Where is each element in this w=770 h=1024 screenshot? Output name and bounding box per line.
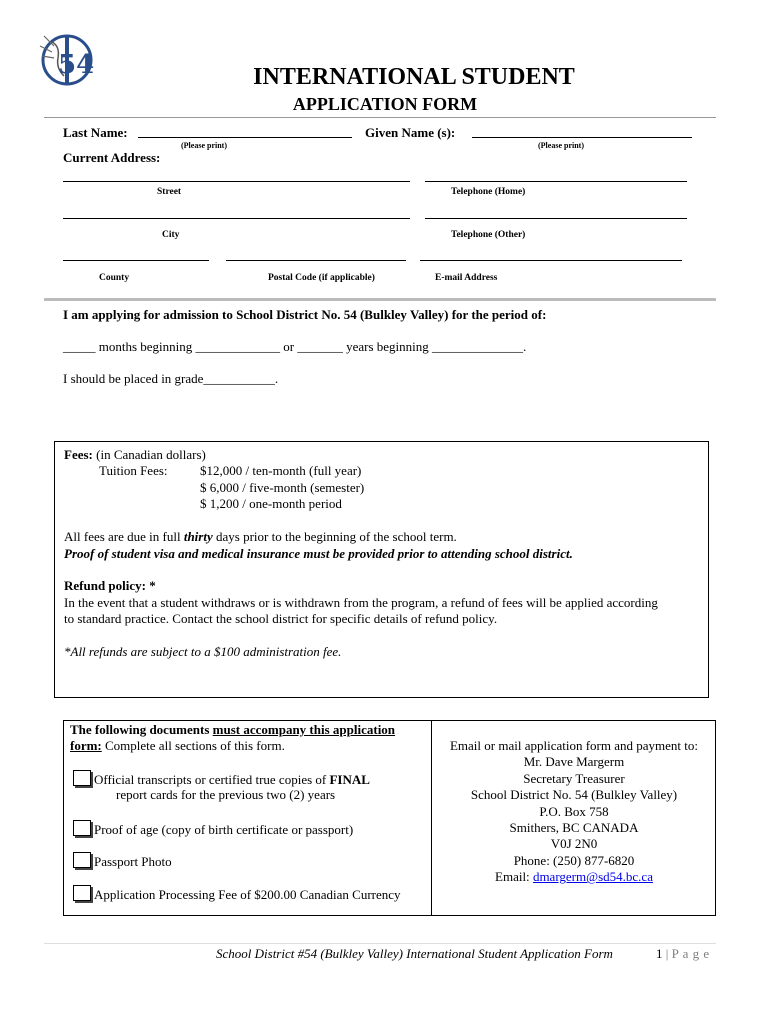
last-name-label: Last Name: xyxy=(63,125,128,140)
last-name-field[interactable] xyxy=(138,137,352,138)
checklist-item-transcripts-cont: report cards for the previous two (2) years xyxy=(116,787,336,802)
page-number: 1 | P a g e xyxy=(656,946,710,961)
checkbox-icon[interactable] xyxy=(73,820,91,836)
contact-line: Smithers, BC CANADA xyxy=(509,820,639,836)
current-address-label: Current Address: xyxy=(63,150,161,165)
period-heading: I am applying for admission to School District No. 54 (Bulkley Valley) for the period of: xyxy=(63,307,547,322)
contact-email-line: Email: dmargerm@sd54.bc.ca xyxy=(495,869,653,885)
email-caption: E-mail Address xyxy=(435,273,498,283)
refund-policy-text: In the event that a student withdraws or is withdrawn from the program, a refund of fees will be applied according xyxy=(64,595,658,610)
contact-email-link[interactable]: dmargerm@sd54.bc.ca xyxy=(532,869,653,885)
tuition-label: Tuition Fees: xyxy=(99,463,168,478)
refund-policy-label: Refund policy: * xyxy=(64,578,156,593)
admin-fee-note: *All refunds are subject to a $100 administration fee. xyxy=(64,644,342,659)
county-field[interactable] xyxy=(63,260,209,261)
tuition-item: $ 1,200 / one-month period xyxy=(200,496,342,511)
given-name-label: Given Name (s): xyxy=(365,125,456,140)
county-caption: County xyxy=(99,273,130,283)
footer-text: School District #54 (Bulkley Valley) International Student Application Form xyxy=(216,946,613,961)
postal-code-caption: Postal Code (if applicable) xyxy=(268,273,375,283)
tuition-item: $ 6,000 / five-month (semester) xyxy=(200,480,365,495)
contact-line: Secretary Treasurer xyxy=(523,770,625,786)
city-caption: City xyxy=(162,230,180,240)
svg-text:54: 54 xyxy=(58,50,95,80)
postal-code-field[interactable] xyxy=(226,260,406,261)
email-field[interactable] xyxy=(420,260,682,261)
period-months-line[interactable]: _____ months beginning _____________ or _______ years beginning ______________. xyxy=(63,339,527,354)
documents-intro: form: Complete all sections of this form. xyxy=(70,738,285,753)
divider xyxy=(44,117,716,118)
telephone-home-caption: Telephone (Home) xyxy=(451,187,526,197)
proof-note: Proof of student visa and medical insurance must be provided prior to attending school district. xyxy=(64,546,573,561)
contact-line: V0J 2N0 xyxy=(550,836,598,852)
please-print-hint: (Please print) xyxy=(538,141,584,150)
checklist-item-proof-of-age[interactable]: Proof of age (copy of birth certificate or passport) xyxy=(73,820,353,839)
contact-line: P.O. Box 758 xyxy=(539,803,609,819)
city-field[interactable] xyxy=(63,218,410,219)
street-caption: Street xyxy=(157,187,182,197)
checkbox-icon[interactable] xyxy=(73,770,91,786)
page-subtitle: APPLICATION FORM xyxy=(292,94,478,114)
contact-block xyxy=(432,738,716,886)
checklist-item-processing-fee[interactable]: Application Processing Fee of $200.00 Canadian Currency xyxy=(73,885,401,904)
telephone-home-field[interactable] xyxy=(425,181,687,182)
contact-line: Mr. Dave Margerm xyxy=(523,754,625,770)
contact-line: Email or mail application form and payment to: xyxy=(449,738,698,753)
given-name-field[interactable] xyxy=(472,137,692,138)
fees-due-note: All fees are due in full thirty days prior to the beginning of the school term. xyxy=(64,529,457,544)
please-print-hint: (Please print) xyxy=(181,141,227,150)
checklist-item-transcripts[interactable]: Official transcripts or certified true copies of FINAL xyxy=(73,770,370,789)
contact-line: School District No. 54 (Bulkley Valley) xyxy=(470,787,678,803)
page-title: INTERNATIONAL STUDENT xyxy=(253,64,575,90)
refund-policy-text: to standard practice. Contact the school district for specific details of refund policy. xyxy=(64,611,498,626)
section-divider xyxy=(44,298,716,301)
telephone-other-field[interactable] xyxy=(425,218,687,219)
checkbox-icon[interactable] xyxy=(73,852,91,868)
grade-line[interactable]: I should be placed in grade___________. xyxy=(63,371,279,386)
documents-intro: The following documents must accompany this application xyxy=(70,722,396,737)
footer-divider xyxy=(44,943,716,944)
checklist-item-passport-photo[interactable]: Passport Photo xyxy=(73,852,172,871)
street-field[interactable] xyxy=(63,181,410,182)
fees-heading: Fees: (in Canadian dollars) xyxy=(64,447,206,462)
checkbox-icon[interactable] xyxy=(73,885,91,901)
telephone-other-caption: Telephone (Other) xyxy=(451,230,526,240)
tuition-item: $12,000 / ten-month (full year) xyxy=(200,463,362,478)
contact-line: Phone: (250) 877-6820 xyxy=(513,852,635,868)
